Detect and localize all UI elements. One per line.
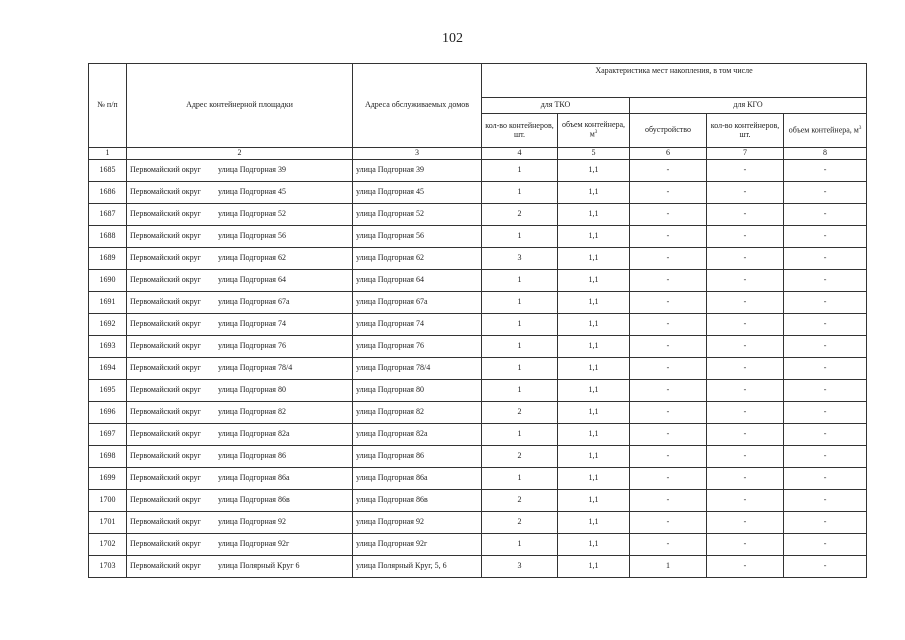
served-houses: улица Подгорная 45: [353, 182, 482, 204]
served-houses: улица Подгорная 92г: [353, 534, 482, 556]
column-number: 6: [630, 148, 707, 160]
tko-count: 1: [482, 292, 558, 314]
kgo-equip: -: [630, 534, 707, 556]
row-number: 1694: [89, 358, 127, 380]
kgo-count: -: [707, 336, 784, 358]
address-cell: [127, 556, 353, 578]
table-row: [89, 182, 867, 204]
address-cell: [127, 204, 353, 226]
tko-volume: 1,1: [558, 380, 630, 402]
kgo-count: -: [707, 402, 784, 424]
kgo-volume: -: [784, 424, 867, 446]
address-cell: [127, 490, 353, 512]
address-cell: [127, 292, 353, 314]
kgo-equip: -: [630, 248, 707, 270]
kgo-volume: -: [784, 160, 867, 182]
district-name: Первомайский округ: [130, 231, 201, 241]
district-name: Первомайский округ: [130, 385, 201, 395]
row-number: 1691: [89, 292, 127, 314]
table-row: [89, 270, 867, 292]
district-name: Первомайский округ: [130, 429, 201, 439]
site-address: улица Подгорная 86в: [218, 495, 290, 505]
header-num: № п/п: [89, 64, 127, 148]
tko-volume: 1,1: [558, 358, 630, 380]
tko-volume: 1,1: [558, 336, 630, 358]
site-address: улица Подгорная 45: [218, 187, 286, 197]
kgo-equip: -: [630, 160, 707, 182]
served-houses: улица Подгорная 86: [353, 446, 482, 468]
row-number: 1698: [89, 446, 127, 468]
kgo-count: -: [707, 160, 784, 182]
kgo-count: -: [707, 292, 784, 314]
tko-count: 2: [482, 490, 558, 512]
kgo-equip: -: [630, 468, 707, 490]
address-cell: [127, 380, 353, 402]
site-address: улица Подгорная 39: [218, 165, 286, 175]
header-kgo: для КГО: [630, 98, 867, 114]
address-cell: [127, 160, 353, 182]
site-address: улица Подгорная 56: [218, 231, 286, 241]
table-row: [89, 314, 867, 336]
kgo-equip: -: [630, 292, 707, 314]
tko-count: 2: [482, 402, 558, 424]
table-body: [89, 160, 867, 578]
tko-count: 1: [482, 270, 558, 292]
kgo-count: -: [707, 490, 784, 512]
column-number: 1: [89, 148, 127, 160]
address-cell: [127, 182, 353, 204]
kgo-count: -: [707, 446, 784, 468]
row-number: 1696: [89, 402, 127, 424]
served-houses: улица Подгорная 76: [353, 336, 482, 358]
kgo-volume: -: [784, 314, 867, 336]
row-number: 1695: [89, 380, 127, 402]
kgo-count: -: [707, 534, 784, 556]
tko-volume: 1,1: [558, 160, 630, 182]
table-row: [89, 336, 867, 358]
kgo-volume: -: [784, 248, 867, 270]
served-houses: улица Подгорная 52: [353, 204, 482, 226]
district-name: Первомайский округ: [130, 363, 201, 373]
district-name: Первомайский округ: [130, 473, 201, 483]
tko-count: 1: [482, 358, 558, 380]
tko-volume: 1,1: [558, 182, 630, 204]
district-name: Первомайский округ: [130, 319, 201, 329]
district-name: Первомайский округ: [130, 209, 201, 219]
kgo-volume: -: [784, 358, 867, 380]
kgo-volume: -: [784, 204, 867, 226]
kgo-volume: -: [784, 336, 867, 358]
table-row: [89, 402, 867, 424]
table-row: [89, 424, 867, 446]
tko-count: 1: [482, 534, 558, 556]
header-tko-count: кол-во контейнеров, шт.: [482, 114, 558, 148]
kgo-equip: -: [630, 182, 707, 204]
district-name: Первомайский округ: [130, 495, 201, 505]
address-cell: [127, 512, 353, 534]
tko-count: 1: [482, 424, 558, 446]
row-number: 1700: [89, 490, 127, 512]
tko-volume: 1,1: [558, 402, 630, 424]
address-cell: [127, 424, 353, 446]
tko-count: 1: [482, 226, 558, 248]
district-name: Первомайский округ: [130, 253, 201, 263]
kgo-volume: -: [784, 402, 867, 424]
address-cell: [127, 402, 353, 424]
kgo-volume: -: [784, 534, 867, 556]
table-row: [89, 226, 867, 248]
header-group-title: Характеристика мест накопления, в том числе: [482, 64, 867, 98]
kgo-count: -: [707, 226, 784, 248]
kgo-equip: -: [630, 490, 707, 512]
kgo-count: -: [707, 248, 784, 270]
kgo-volume: -: [784, 512, 867, 534]
table-row: [89, 204, 867, 226]
kgo-equip: -: [630, 358, 707, 380]
kgo-count: -: [707, 204, 784, 226]
district-name: Первомайский округ: [130, 341, 201, 351]
column-number: 3: [353, 148, 482, 160]
tko-count: 2: [482, 204, 558, 226]
tko-count: 1: [482, 160, 558, 182]
tko-count: 1: [482, 182, 558, 204]
kgo-volume: -: [784, 380, 867, 402]
site-address: улица Подгорная 86а: [218, 473, 290, 483]
site-address: улица Полярный Круг 6: [218, 561, 300, 571]
site-address: улица Подгорная 86: [218, 451, 286, 461]
table-row: [89, 534, 867, 556]
tko-volume: 1,1: [558, 270, 630, 292]
row-number: 1687: [89, 204, 127, 226]
table-row: [89, 446, 867, 468]
kgo-volume: -: [784, 292, 867, 314]
table-row: [89, 512, 867, 534]
served-houses: улица Подгорная 78/4: [353, 358, 482, 380]
tko-count: 2: [482, 512, 558, 534]
site-address: улица Подгорная 78/4: [218, 363, 293, 373]
header-kgo-count: кол-во контейнеров, шт.: [707, 114, 784, 148]
served-houses: улица Подгорная 39: [353, 160, 482, 182]
column-number: 4: [482, 148, 558, 160]
kgo-volume: -: [784, 182, 867, 204]
row-number: 1701: [89, 512, 127, 534]
address-cell: [127, 226, 353, 248]
kgo-equip: -: [630, 446, 707, 468]
table-row: [89, 248, 867, 270]
page-number: 102: [442, 31, 463, 46]
tko-count: 3: [482, 248, 558, 270]
site-address: улица Подгорная 82а: [218, 429, 290, 439]
table-row: [89, 556, 867, 578]
served-houses: улица Подгорная 82: [353, 402, 482, 424]
kgo-count: -: [707, 380, 784, 402]
kgo-count: -: [707, 314, 784, 336]
tko-volume: 1,1: [558, 556, 630, 578]
row-number: 1689: [89, 248, 127, 270]
tko-volume: 1,1: [558, 314, 630, 336]
kgo-volume: -: [784, 270, 867, 292]
kgo-equip: -: [630, 226, 707, 248]
kgo-count: -: [707, 468, 784, 490]
district-name: Первомайский округ: [130, 539, 201, 549]
kgo-equip: -: [630, 336, 707, 358]
address-cell: [127, 468, 353, 490]
kgo-volume: -: [784, 556, 867, 578]
district-name: Первомайский округ: [130, 517, 201, 527]
site-address: улица Подгорная 52: [218, 209, 286, 219]
district-name: Первомайский округ: [130, 275, 201, 285]
column-number-row: [89, 148, 867, 160]
kgo-equip: -: [630, 380, 707, 402]
row-number: 1699: [89, 468, 127, 490]
container-sites-table: [88, 63, 867, 578]
kgo-equip: -: [630, 512, 707, 534]
row-number: 1703: [89, 556, 127, 578]
kgo-volume: -: [784, 446, 867, 468]
address-cell: [127, 446, 353, 468]
site-address: улица Подгорная 62: [218, 253, 286, 263]
header-kgo-equip: обустройство: [630, 114, 707, 148]
row-number: 1688: [89, 226, 127, 248]
address-cell: [127, 534, 353, 556]
row-number: 1702: [89, 534, 127, 556]
row-number: 1685: [89, 160, 127, 182]
tko-count: 3: [482, 556, 558, 578]
kgo-volume: -: [784, 226, 867, 248]
district-name: Первомайский округ: [130, 187, 201, 197]
tko-volume: 1,1: [558, 468, 630, 490]
served-houses: улица Полярный Круг, 5, 6: [353, 556, 482, 578]
kgo-count: -: [707, 358, 784, 380]
kgo-equip: 1: [630, 556, 707, 578]
tko-volume: 1,1: [558, 424, 630, 446]
row-number: 1697: [89, 424, 127, 446]
served-houses: улица Подгорная 74: [353, 314, 482, 336]
kgo-count: -: [707, 270, 784, 292]
site-address: улица Подгорная 76: [218, 341, 286, 351]
kgo-equip: -: [630, 270, 707, 292]
table-row: [89, 358, 867, 380]
header-address: Адрес контейнерной площадки: [127, 64, 353, 148]
site-address: улица Подгорная 92г: [218, 539, 290, 549]
table-row: [89, 292, 867, 314]
kgo-equip: -: [630, 204, 707, 226]
tko-volume: 1,1: [558, 226, 630, 248]
served-houses: улица Подгорная 56: [353, 226, 482, 248]
kgo-volume: -: [784, 490, 867, 512]
header-tko: для ТКО: [482, 98, 630, 114]
site-address: улица Подгорная 67а: [218, 297, 290, 307]
header-served: Адреса обслуживаемых домов: [353, 64, 482, 148]
address-cell: [127, 358, 353, 380]
served-houses: улица Подгорная 86в: [353, 490, 482, 512]
tko-count: 1: [482, 380, 558, 402]
tko-count: 1: [482, 314, 558, 336]
tko-count: 2: [482, 446, 558, 468]
served-houses: улица Подгорная 62: [353, 248, 482, 270]
table-row: [89, 160, 867, 182]
district-name: Первомайский округ: [130, 407, 201, 417]
tko-volume: 1,1: [558, 204, 630, 226]
district-name: Первомайский округ: [130, 297, 201, 307]
row-number: 1686: [89, 182, 127, 204]
kgo-count: -: [707, 556, 784, 578]
site-address: улица Подгорная 74: [218, 319, 286, 329]
served-houses: улица Подгорная 64: [353, 270, 482, 292]
column-number: 2: [127, 148, 353, 160]
table-row: [89, 468, 867, 490]
address-cell: [127, 270, 353, 292]
served-houses: улица Подгорная 92: [353, 512, 482, 534]
kgo-equip: -: [630, 314, 707, 336]
kgo-equip: -: [630, 424, 707, 446]
address-cell: [127, 336, 353, 358]
served-houses: улица Подгорная 67а: [353, 292, 482, 314]
header-tko-volume: объем контейнера, $м^3$: [558, 114, 630, 148]
kgo-volume: -: [784, 468, 867, 490]
header-kgo-volume: объем контейнера, $м^3$: [784, 114, 867, 148]
served-houses: улица Подгорная 80: [353, 380, 482, 402]
kgo-count: -: [707, 424, 784, 446]
site-address: улица Подгорная 82: [218, 407, 286, 417]
tko-volume: 1,1: [558, 490, 630, 512]
table-row: [89, 380, 867, 402]
tko-volume: 1,1: [558, 534, 630, 556]
district-name: Первомайский округ: [130, 451, 201, 461]
tko-volume: 1,1: [558, 512, 630, 534]
tko-volume: 1,1: [558, 446, 630, 468]
column-number: 8: [784, 148, 867, 160]
site-address: улица Подгорная 80: [218, 385, 286, 395]
kgo-count: -: [707, 512, 784, 534]
row-number: 1693: [89, 336, 127, 358]
header-row-1: [89, 64, 867, 98]
address-cell: [127, 248, 353, 270]
served-houses: улица Подгорная 82а: [353, 424, 482, 446]
tko-volume: 1,1: [558, 248, 630, 270]
district-name: Первомайский округ: [130, 561, 201, 571]
district-name: Первомайский округ: [130, 165, 201, 175]
column-number: 5: [558, 148, 630, 160]
row-number: 1692: [89, 314, 127, 336]
address-cell: [127, 314, 353, 336]
tko-volume: 1,1: [558, 292, 630, 314]
site-address: улица Подгорная 92: [218, 517, 286, 527]
served-houses: улица Подгорная 86а: [353, 468, 482, 490]
column-number: 7: [707, 148, 784, 160]
table-row: [89, 490, 867, 512]
kgo-count: -: [707, 182, 784, 204]
tko-count: 1: [482, 468, 558, 490]
tko-count: 1: [482, 336, 558, 358]
row-number: 1690: [89, 270, 127, 292]
site-address: улица Подгорная 64: [218, 275, 286, 285]
kgo-equip: -: [630, 402, 707, 424]
